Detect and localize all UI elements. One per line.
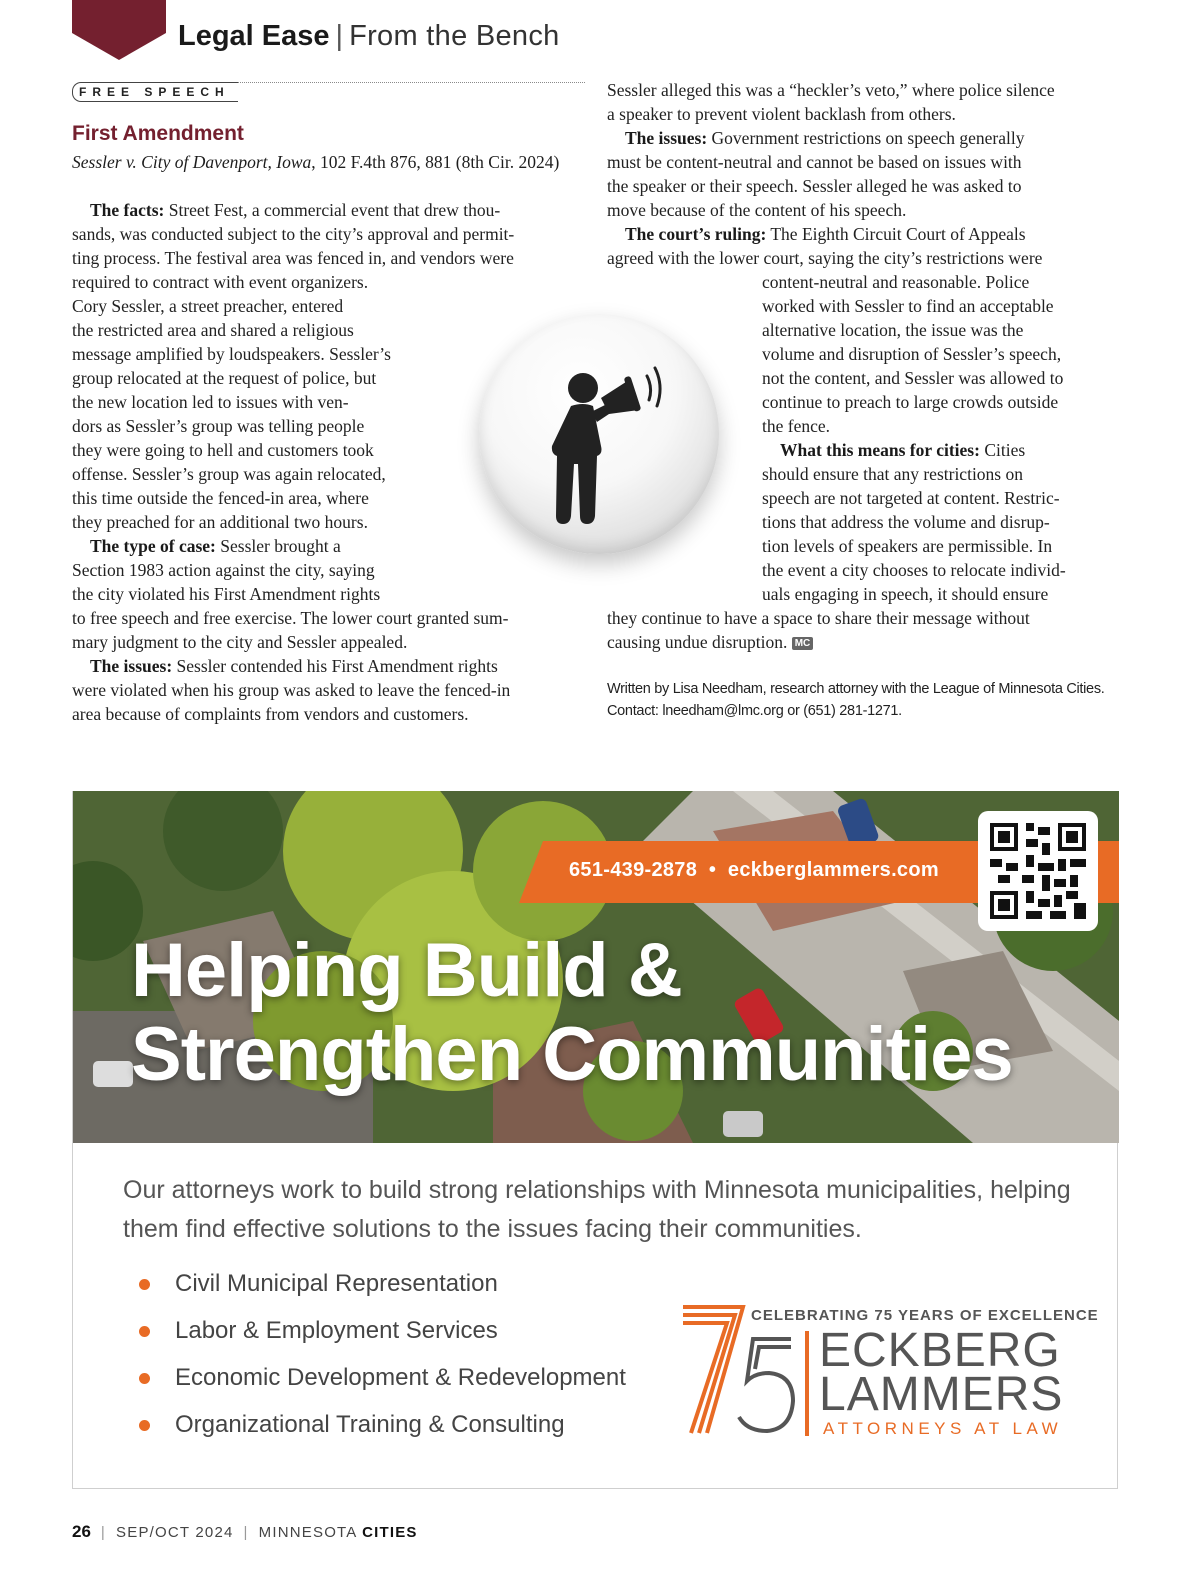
end-mark-icon: MC [792, 637, 814, 650]
firm-subtitle: ATTORNEYS AT LAW [823, 1419, 1063, 1438]
text-line: must be content-neutral and cannot be based on issues with [607, 152, 1022, 172]
text-line: they continue to have a space to share their message without [607, 608, 1030, 628]
ad-intro: Our attorneys work to build strong relationships with Minnesota municipalities, helping them find effective solutions to the issues facing their communities. [123, 1176, 1071, 1243]
text-line: the fence. [762, 416, 831, 436]
page-header: Legal Ease | From the Bench [178, 20, 560, 52]
section-tag: FREE SPEECH [72, 82, 238, 102]
run-in-heading: The issues: [90, 656, 173, 676]
logo-divider [805, 1331, 809, 1436]
text-line: What this means for cities: Cities [780, 440, 1026, 460]
article-heading: First Amendment [72, 122, 244, 145]
website-link[interactable]: eckberglammers.com [727, 859, 939, 881]
text-line: dors as Sessler’s group was telling people [72, 416, 365, 436]
services-list [139, 1268, 626, 1456]
text-line: the city violated his First Amendment rights [72, 584, 381, 604]
ad-headline-line-2: Strengthen Communities [131, 1012, 1013, 1097]
text-line: The facts: Street Fest, a commercial event that drew thou- [90, 200, 501, 220]
page-footer: 26 | SEP/OCT 2024 | MINNESOTA CITIES [72, 1522, 418, 1541]
list-item: Economic Development & Redevelopment [139, 1362, 626, 1409]
bullet-dot-icon [139, 1373, 150, 1384]
text-line: Sessler alleged this was a “heckler’s veto,” where police silence [607, 80, 1055, 100]
megaphone-speaker-icon [479, 314, 719, 554]
text-line: a speaker to prevent violent backlash from others. [607, 104, 956, 124]
run-in-heading: What this means for cities: [780, 440, 980, 460]
text-line: they preached for an additional two hours. [72, 512, 368, 532]
text-line: alternative location, the issue was the [762, 320, 1024, 340]
text-line: the speaker or their speech. Sessler alleged he was asked to [607, 176, 1022, 196]
text-line: continue to preach to large crowds outside [762, 392, 1059, 412]
text-line: were violated when his group was asked to leave the fenced-in [72, 680, 511, 700]
logo-tagline: CELEBRATING 75 YEARS OF EXCELLENCE [751, 1307, 1099, 1324]
bullet-dot-icon [139, 1326, 150, 1337]
case-citation [72, 150, 582, 174]
text-line: The type of case: Sessler brought a [90, 536, 341, 556]
text-line: area because of complaints from vendors and customers. [72, 704, 469, 724]
text-line: uals engaging in speech, it should ensure [762, 584, 1049, 604]
ad-headline [131, 929, 1013, 1097]
firm-name [819, 1324, 1064, 1421]
text-line: content-neutral and reasonable. Police [762, 272, 1030, 292]
text-line: tions that address the volume and disrup- [762, 512, 1050, 532]
firm-name-line-2: LAMMERS [819, 1368, 1064, 1421]
qr-code-icon[interactable] [978, 811, 1098, 931]
run-in-heading: The court’s ruling: [625, 224, 767, 244]
text-line: to free speech and free exercise. The lower court granted sum- [72, 608, 509, 628]
run-in-heading: The facts: [90, 200, 165, 220]
text-line: offense. Sessler’s group was again relocated, [72, 464, 386, 484]
article-byline: Written by Lisa Needham, research attorney with the League of Minnesota Cities. Contact: lneedham@lmc.org or (651) 281-1271. [607, 681, 1105, 719]
text-line: required to contract with event organizers. [72, 272, 369, 292]
text-line: not the content, and Sessler was allowed to [762, 368, 1064, 388]
text-line: volume and disruption of Sessler’s speech, [762, 344, 1062, 364]
text-line: Cory Sessler, a street preacher, entered [72, 296, 344, 316]
run-in-heading: The issues: [625, 128, 708, 148]
text-line: agreed with the lower court, saying the city’s restrictions were [607, 248, 1043, 268]
phone-number[interactable]: 651-439-2878 [569, 859, 698, 881]
run-in-heading: The type of case: [90, 536, 216, 556]
list-item: Organizational Training & Consulting [139, 1409, 626, 1456]
contact-info: 651-439-2878 • eckberglammers.com [569, 859, 939, 881]
text-line: the new location led to issues with ven- [72, 392, 349, 412]
text-line: The issues: Government restrictions on speech generally [625, 128, 1025, 148]
text-line: The court’s ruling: The Eighth Circuit Court of Appeals [625, 224, 1026, 244]
text-line: causing undue disruption. MC [607, 630, 813, 654]
text-line: group relocated at the request of police, but [72, 368, 377, 388]
text-line: this time outside the fenced-in area, where [72, 488, 369, 508]
text-line: should ensure that any restrictions on [762, 464, 1023, 484]
text-line: message amplified by loudspeakers. Sessler’s [72, 344, 391, 364]
aerial-neighborhood-photo [73, 791, 1119, 1143]
text-line: tion levels of speakers are permissible. In [762, 536, 1053, 556]
case-reference: , 102 F.4th 876, 881 (8th Cir. 2024) [311, 152, 560, 172]
text-line: ting process. The festival area was fenced in, and vendors were [72, 248, 514, 268]
bullet-dot-icon [139, 1420, 150, 1431]
text-line: mary judgment to the city and Sessler appealed. [72, 632, 408, 652]
text-line: The issues: Sessler contended his First Amendment rights [90, 656, 498, 676]
ad-headline-line-1: Helping Build & [131, 928, 682, 1013]
text-line: speech are not targeted at content. Restric- [762, 488, 1060, 508]
text-line: they were going to hell and customers took [72, 440, 374, 460]
issue-date: SEP/OCT 2024 [116, 1524, 234, 1541]
text-line: the event a city chooses to relocate individ- [762, 560, 1066, 580]
header-title: Legal Ease [178, 20, 330, 52]
firm-name-line-1: ECKBERG [819, 1324, 1061, 1377]
list-item: Labor & Employment Services [139, 1315, 626, 1362]
magazine-name-1: MINNESOTA [258, 1524, 357, 1541]
magazine-name-2: CITIES [362, 1524, 418, 1541]
list-item: Civil Municipal Representation [139, 1268, 626, 1315]
text-line: sands, was conducted subject to the city’s approval and permit- [72, 224, 515, 244]
text-line: worked with Sessler to find an acceptable [762, 296, 1054, 316]
header-pentagon-shape [72, 0, 166, 60]
text-line: the restricted area and shared a religious [72, 320, 354, 340]
bullet-dot-icon [139, 1279, 150, 1290]
eckberg-lammers-ad [72, 791, 1118, 1489]
page-number: 26 [72, 1522, 91, 1541]
header-subtitle: From the Bench [349, 20, 560, 52]
text-line: Section 1983 action against the city, saying [72, 560, 375, 580]
text-line: move because of the content of his speech. [607, 200, 907, 220]
case-name: Sessler v. City of Davenport, Iowa [72, 152, 312, 172]
